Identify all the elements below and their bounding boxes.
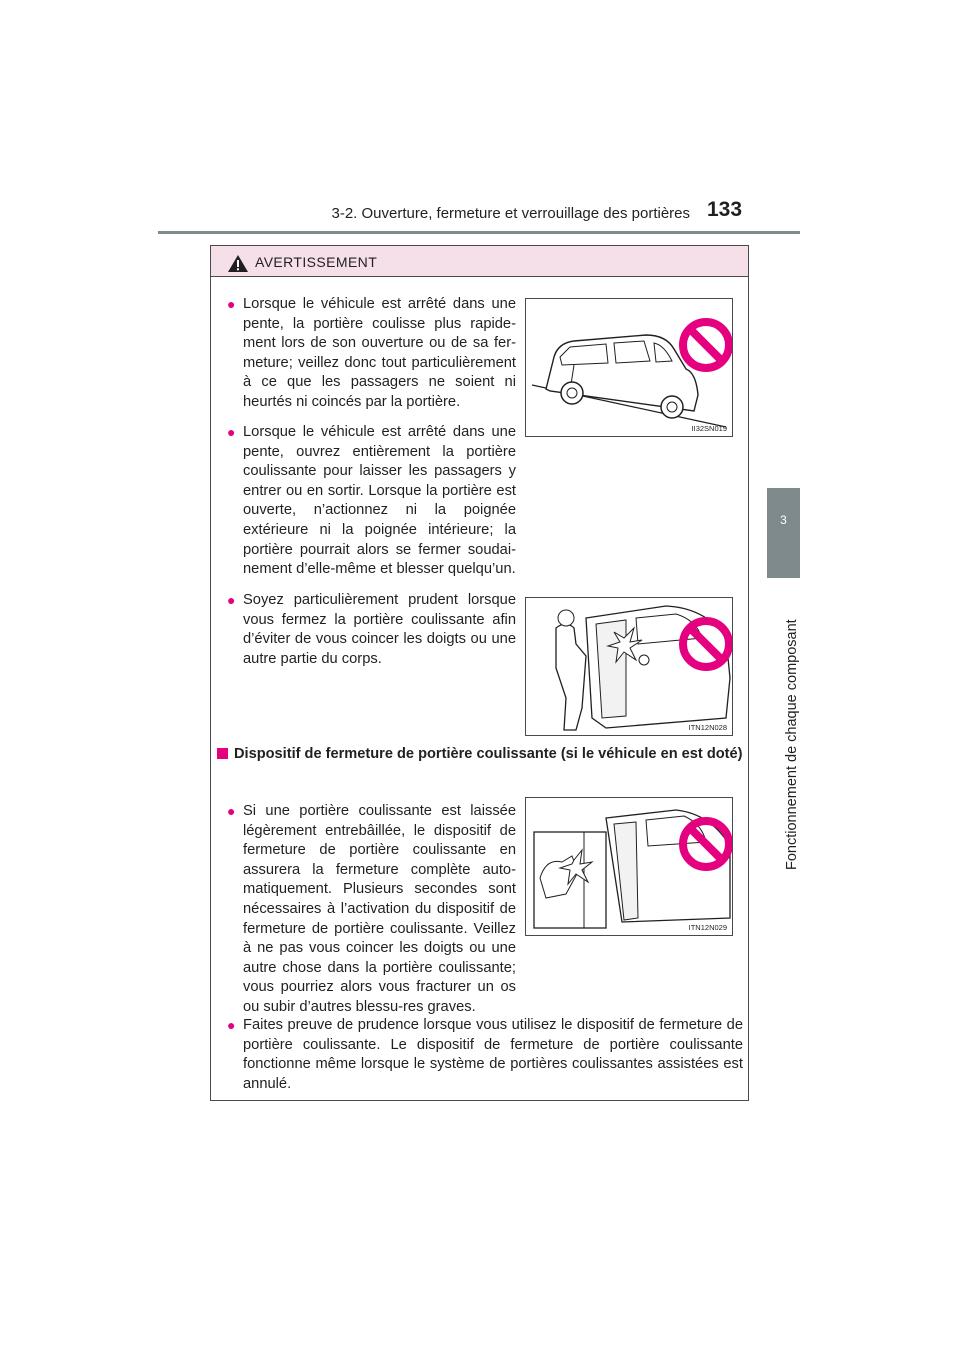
section-heading-text: Dispositif de fermeture de portière coulissante (si le véhicule en est doté): [234, 746, 743, 762]
warning-box: [210, 245, 749, 1101]
header-rule: [158, 231, 800, 234]
bullet-icon: ●: [227, 803, 236, 819]
page-number: 133: [707, 198, 743, 221]
figure-closer-pinch: [525, 797, 733, 936]
section-item-text: Faites preuve de prudence lorsque vous utilisez le dispositif de fermeture de portière coulissante. Le dispositif de fermeture de portière coulissante fonctionne même lorsque le système de portières coulissantes assistées est annulé.: [243, 1017, 743, 1092]
van-on-slope-illustration: [526, 299, 732, 436]
section-item-1: [227, 802, 516, 1018]
section-item-2: [227, 1016, 743, 1094]
bullet-icon: ●: [227, 592, 236, 608]
figure-code: ITN12N029: [688, 923, 727, 932]
warning-item-2: [227, 423, 516, 580]
closer-pinch-illustration: [526, 798, 732, 935]
warning-item-text: Lorsque le véhicule est arrêté dans une pente, ouvrez entièrement la portière coulissante pour laisser les passagers y entrer ou en sortir. Lorsque la portière est ouverte, n’actionnez ni la poignée extérieure ni la poignée intérieure; la portière pourrait alors se fermer soudai-nement d’elle-même et blesser quelqu’un.: [243, 424, 516, 578]
figure-code: II32SN019: [691, 424, 727, 433]
section-heading: [217, 744, 745, 764]
bullet-icon: ●: [227, 1017, 236, 1033]
bullet-icon: ●: [227, 424, 236, 440]
header-section-title: 3-2. Ouverture, fermeture et verrouillage des portières: [331, 205, 690, 222]
section-square-icon: [217, 748, 228, 759]
chapter-title: Fonctionnement de chaque composant: [784, 619, 800, 870]
warning-triangle-icon: [228, 255, 248, 272]
warning-title: AVERTISSEMENT: [255, 254, 378, 270]
chapter-tab: [767, 488, 800, 578]
figure-code: ITN12N028: [688, 723, 727, 732]
warning-item-1: [227, 295, 516, 413]
warning-item-3: [227, 591, 516, 669]
prohibition-icon: [683, 322, 729, 368]
figure-van-on-slope: [525, 298, 733, 437]
chapter-number: 3: [780, 513, 787, 527]
warning-item-text: Lorsque le véhicule est arrêté dans une pente, la portière coulisse plus rapide-ment lors de son ouverture ou de sa fer-meture; veillez donc tout particulièrement à ce que les passagers ne soient ni heurtés ni coincés par la portière.: [243, 296, 516, 410]
warning-header: [211, 246, 748, 277]
warning-item-text: Soyez particulièrement prudent lorsque vous fermez la portière coulissante afin d’éviter de vous coincer les doigts ou une autre partie du corps.: [243, 592, 516, 667]
fingers-in-door-illustration: [526, 598, 732, 735]
section-item-text: Si une portière coulissante est laissée légèrement entrebâillée, le dispositif de fermeture de portière coulissante en assurera la fermeture complète auto-matiquement. Plusieurs secondes sont nécessaires à l’activation du dispositif de fermeture de portière coulissante. Veillez à ne pas vous coincer les doigts ou une autre chose dans la portière coulissante; vous pourriez alors vous fracturer un os ou subir d’autres blessu-res graves.: [243, 803, 516, 1015]
figure-fingers-in-door: [525, 597, 733, 736]
bullet-icon: ●: [227, 296, 236, 312]
